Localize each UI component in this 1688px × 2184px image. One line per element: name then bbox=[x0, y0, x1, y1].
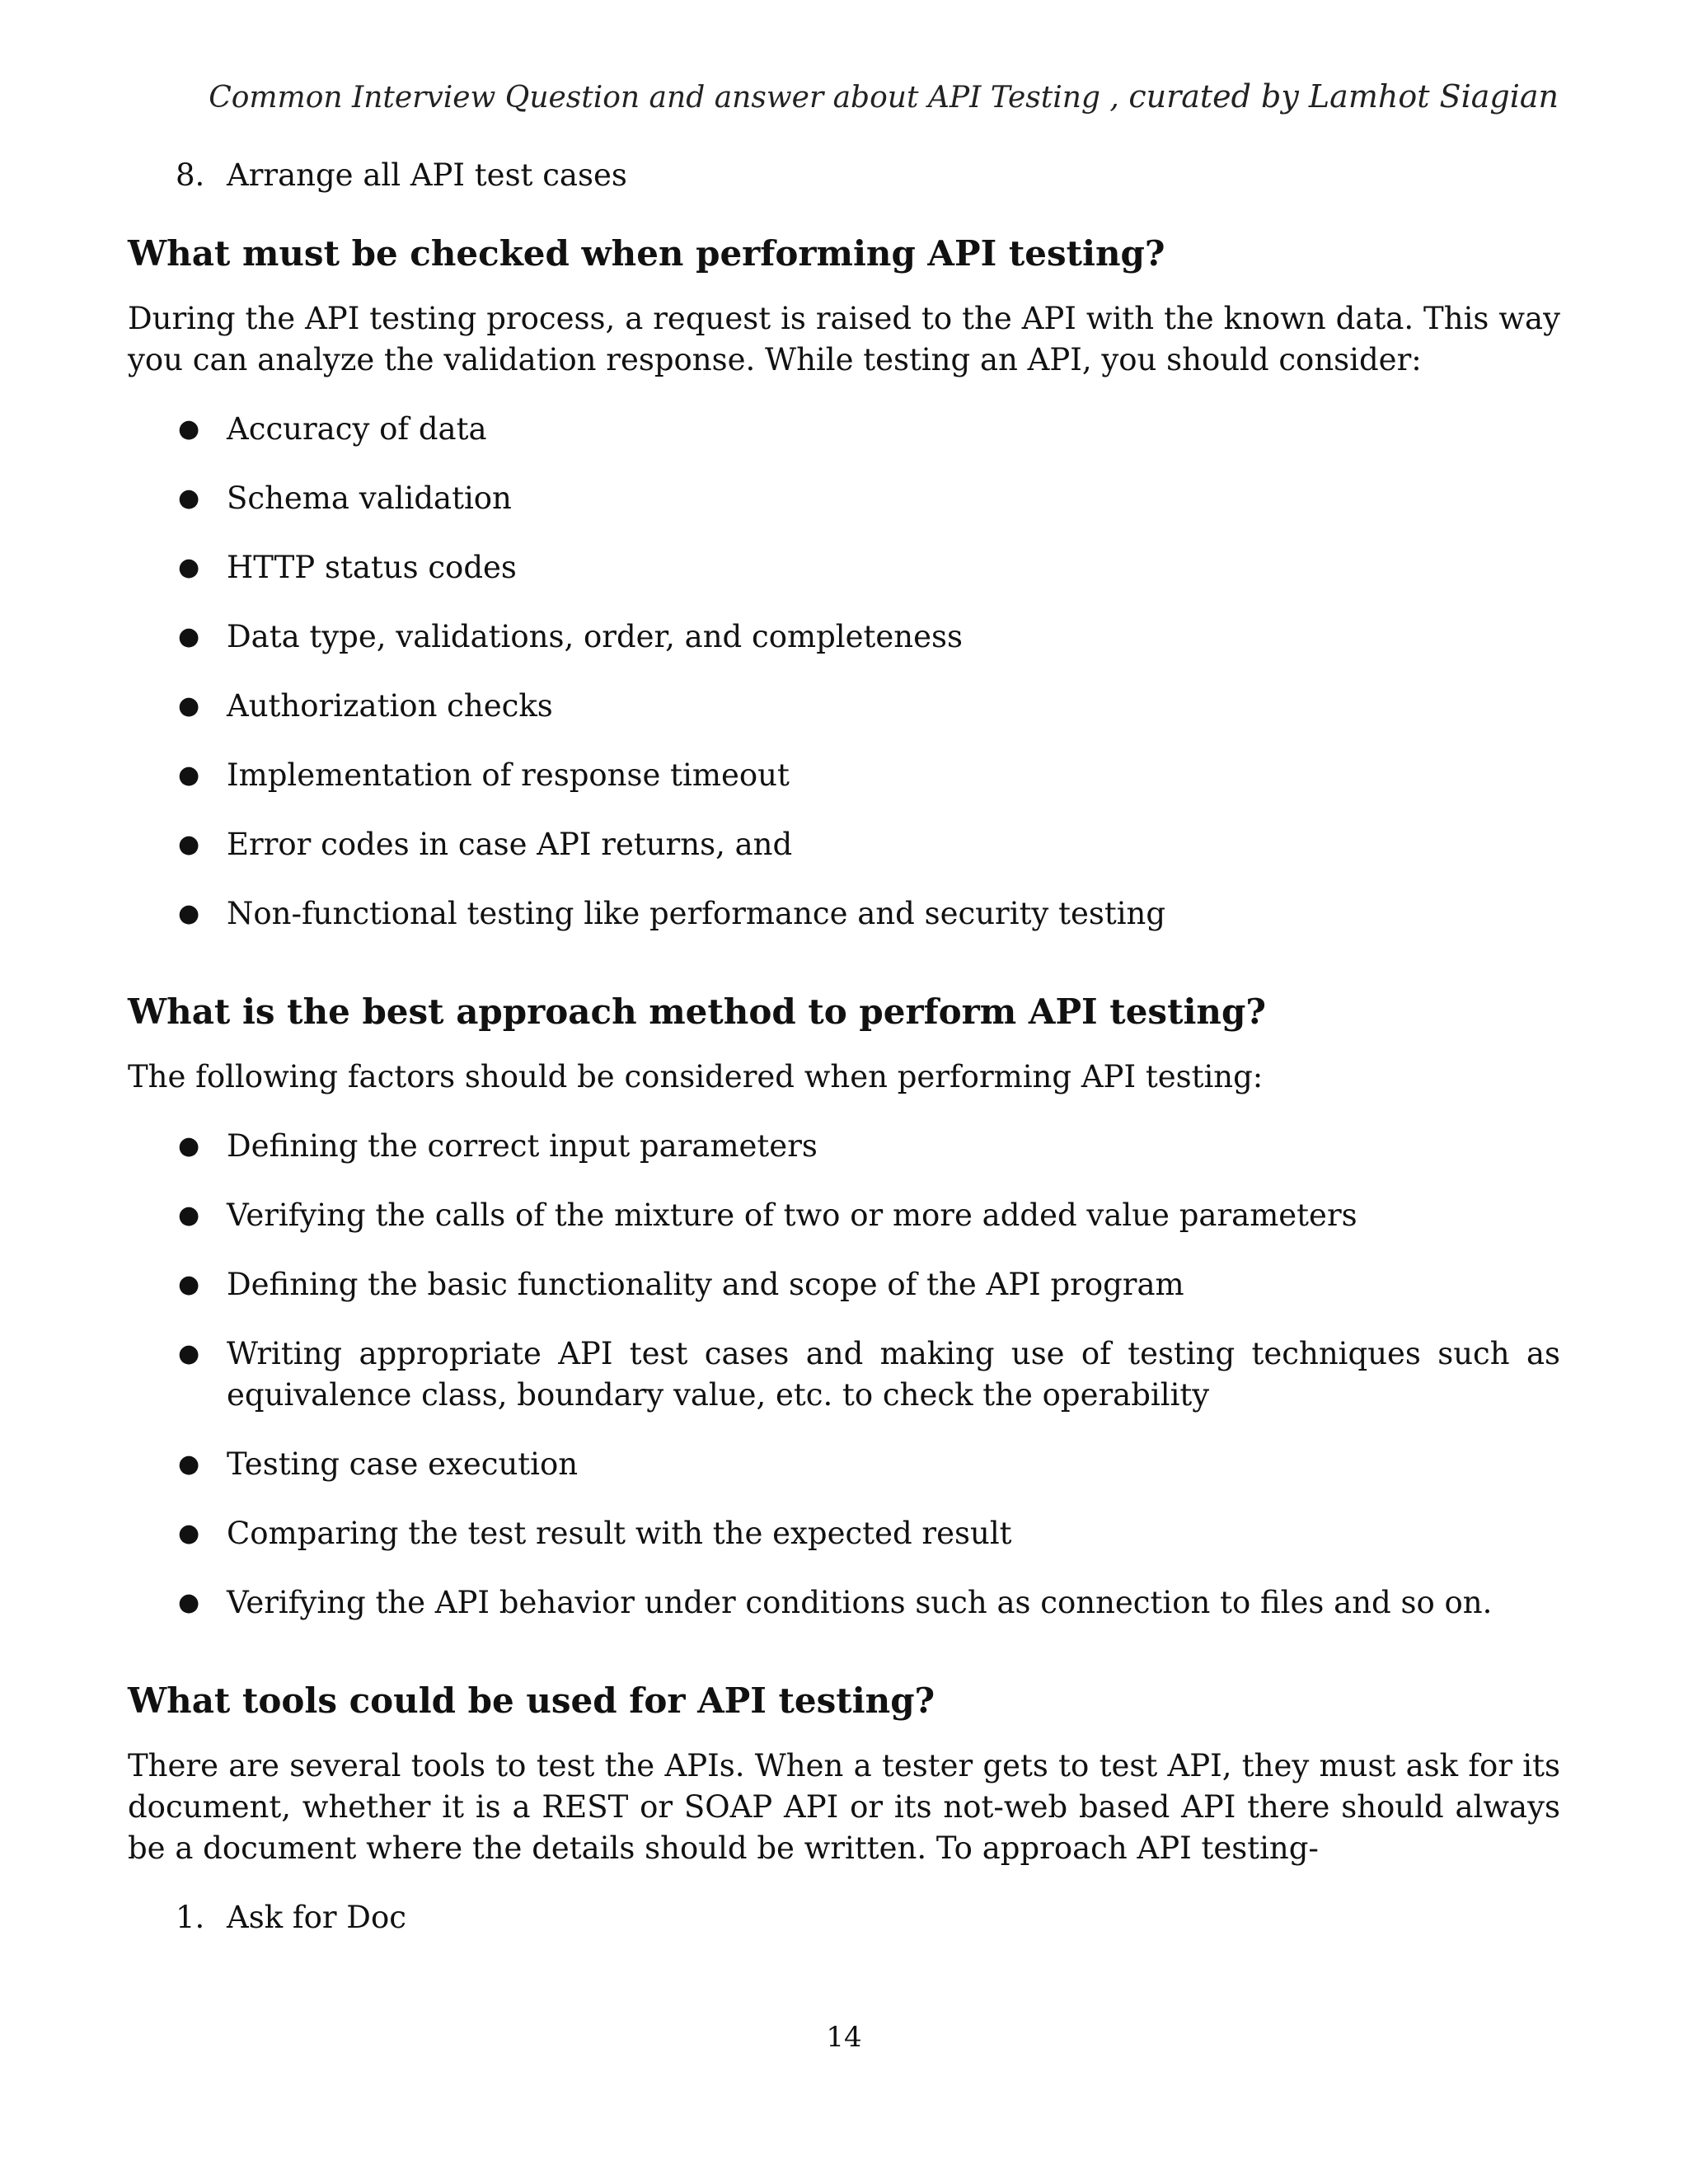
section-paragraph-checks: During the API testing process, a request is raised to the API with the known data. This way you can analyze the validation response. While testing an API, you should consider: bbox=[128, 301, 1560, 377]
bullet-icon: ● bbox=[178, 830, 200, 859]
bullet-icon: ● bbox=[178, 484, 200, 513]
list-item bbox=[128, 1333, 1560, 1416]
list-item bbox=[128, 1582, 1560, 1624]
list-item-text: Testing case execution bbox=[227, 1446, 579, 1482]
list-item-text: Implementation of response timeout bbox=[227, 757, 790, 793]
list-item bbox=[128, 1126, 1560, 1167]
item-text: Arrange all API test cases bbox=[227, 157, 627, 193]
list-item-text: HTTP status codes bbox=[227, 550, 517, 585]
section-heading-approach: What is the best approach method to perform API testing? bbox=[128, 991, 1266, 1032]
list-item-text: Verifying the calls of the mixture of two or more added value parameters bbox=[227, 1197, 1357, 1233]
list-item-text: Defining the correct input parameters bbox=[227, 1128, 818, 1164]
list-item bbox=[128, 1444, 1560, 1485]
list-item-text: Writing appropriate API test cases and making use of testing techniques such as equivalence class, boundary value, etc. to check the operability bbox=[227, 1336, 1560, 1413]
list-item-text: Schema validation bbox=[227, 480, 512, 516]
list-item bbox=[128, 1513, 1560, 1554]
list-item-text: Error codes in case API returns, and bbox=[227, 827, 793, 862]
page-content bbox=[128, 155, 1560, 1966]
section-heading-checks: What must be checked when performing API testing? bbox=[128, 233, 1165, 274]
item-text: Ask for Doc bbox=[227, 1900, 406, 1935]
numbered-item bbox=[128, 155, 1560, 196]
section-paragraph-approach: The following factors should be considered when performing API testing: bbox=[128, 1059, 1264, 1094]
list-item bbox=[128, 1195, 1560, 1236]
list-item-text: Data type, validations, order, and completeness bbox=[227, 619, 963, 654]
bullet-icon: ● bbox=[178, 1270, 200, 1299]
list-item bbox=[128, 409, 1560, 450]
page-number: 14 bbox=[826, 2021, 862, 2054]
list-item-text: Defining the basic functionality and scope of the API program bbox=[227, 1267, 1184, 1302]
bullet-list-approach bbox=[128, 1126, 1560, 1624]
header-author: curated by Lamhot Siagian bbox=[1128, 78, 1559, 115]
list-item-text: Verifying the API behavior under conditions such as connection to files and so on. bbox=[227, 1585, 1493, 1620]
list-item bbox=[128, 1264, 1560, 1305]
bullet-icon: ● bbox=[178, 1519, 200, 1548]
item-number: 1. bbox=[176, 1900, 205, 1935]
bullet-list-checks bbox=[128, 409, 1560, 935]
bullet-icon: ● bbox=[178, 1339, 200, 1368]
section-heading-tools: What tools could be used for API testing? bbox=[128, 1680, 935, 1721]
bullet-icon: ● bbox=[178, 553, 200, 582]
bullet-icon: ● bbox=[178, 1201, 200, 1230]
item-number: 8. bbox=[176, 157, 205, 193]
list-item bbox=[128, 755, 1560, 796]
bullet-icon: ● bbox=[178, 761, 200, 790]
bullet-icon: ● bbox=[178, 1450, 200, 1479]
list-item-text: Accuracy of data bbox=[227, 411, 487, 447]
bullet-icon: ● bbox=[178, 899, 200, 928]
bullet-icon: ● bbox=[178, 1132, 200, 1160]
running-header bbox=[209, 77, 1559, 117]
list-item-text: Non-functional testing like performance and security testing bbox=[227, 896, 1166, 931]
section-paragraph-tools: There are several tools to test the APIs. When a tester gets to test API, they must ask for its document, whether it is a REST or SOAP API or its not-web based API there should always be a document where the details should be written. To approach API testing- bbox=[128, 1748, 1560, 1866]
list-item bbox=[128, 686, 1560, 727]
list-item bbox=[128, 616, 1560, 658]
list-item bbox=[128, 824, 1560, 865]
list-item bbox=[128, 547, 1560, 588]
bullet-icon: ● bbox=[178, 415, 200, 443]
numbered-item bbox=[128, 1897, 1560, 1938]
bullet-icon: ● bbox=[178, 622, 200, 651]
bullet-icon: ● bbox=[178, 1588, 200, 1617]
list-item bbox=[128, 478, 1560, 519]
list-item bbox=[128, 893, 1560, 935]
header-title: Common Interview Question and answer about API Testing , bbox=[209, 81, 1119, 115]
list-item-text: Authorization checks bbox=[227, 688, 553, 724]
bullet-icon: ● bbox=[178, 691, 200, 720]
list-item-text: Comparing the test result with the expected result bbox=[227, 1516, 1012, 1551]
